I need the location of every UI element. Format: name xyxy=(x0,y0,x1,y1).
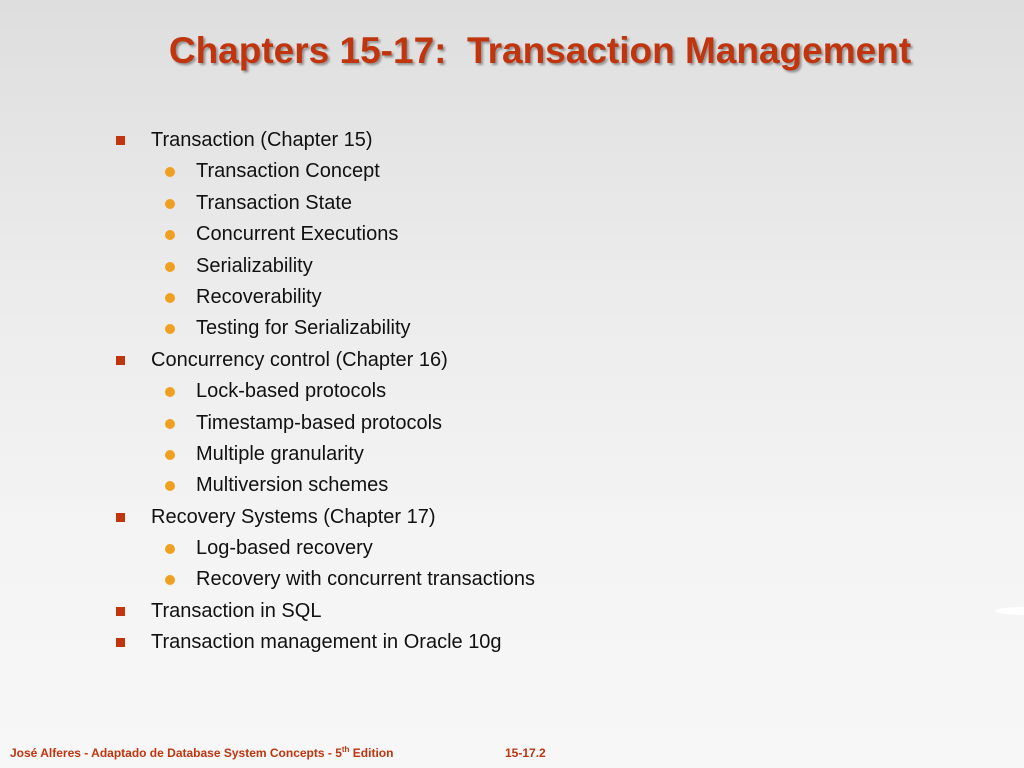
item-text: Transaction in SQL xyxy=(151,599,322,622)
footer-credit xyxy=(10,746,393,760)
list-item xyxy=(0,408,1024,439)
round-bullet-icon xyxy=(165,387,175,397)
slide-title: Chapters 15-17: Transaction Management xyxy=(168,30,912,71)
list-item xyxy=(0,188,1024,219)
item-text: Recovery Systems (Chapter 17) xyxy=(151,505,436,528)
item-text: Serializability xyxy=(196,254,313,277)
square-bullet-icon xyxy=(116,136,125,145)
item-text: Log-based recovery xyxy=(196,537,373,560)
page-number: 15-17.2 xyxy=(505,746,546,760)
round-bullet-icon xyxy=(165,199,175,209)
list-item xyxy=(0,219,1024,250)
footer-text: José Alferes - Adaptado de Database System Concepts - 5 xyxy=(10,746,342,760)
item-text: Multiple granularity xyxy=(196,442,364,465)
square-bullet-icon xyxy=(116,638,125,647)
list-item xyxy=(0,376,1024,407)
round-bullet-icon xyxy=(165,450,175,460)
list-item xyxy=(0,282,1024,313)
round-bullet-icon xyxy=(165,575,175,585)
list-item xyxy=(0,470,1024,501)
footer-superscript: th xyxy=(341,745,350,754)
round-bullet-icon xyxy=(165,544,175,554)
list-item xyxy=(0,251,1024,282)
item-text: Transaction management in Oracle 10g xyxy=(151,631,502,654)
list-item xyxy=(0,125,1024,156)
item-text: Lock-based protocols xyxy=(196,380,387,403)
item-text: Recovery with concurrent transactions xyxy=(196,568,536,591)
round-bullet-icon xyxy=(165,293,175,303)
square-bullet-icon xyxy=(116,356,125,365)
round-bullet-icon xyxy=(165,262,175,272)
round-bullet-icon xyxy=(165,481,175,491)
item-text: Concurrency control (Chapter 16) xyxy=(151,348,448,371)
list-item xyxy=(0,313,1024,344)
round-bullet-icon xyxy=(165,167,175,177)
round-bullet-icon xyxy=(165,230,175,240)
list-item xyxy=(0,533,1024,564)
item-text: Transaction (Chapter 15) xyxy=(151,129,373,151)
item-text: Concurrent Executions xyxy=(196,223,399,246)
bullet-list xyxy=(0,125,1024,659)
item-text: Multiversion schemes xyxy=(196,474,389,497)
list-item xyxy=(0,596,1024,627)
list-item xyxy=(0,345,1024,376)
round-bullet-icon xyxy=(165,419,175,429)
list-item xyxy=(0,439,1024,470)
round-bullet-icon xyxy=(165,324,175,334)
item-text: Recoverability xyxy=(196,285,322,308)
list-item xyxy=(0,156,1024,187)
list-item xyxy=(0,502,1024,533)
item-text: Timestamp-based protocols xyxy=(196,411,443,434)
item-text: Transaction Concept xyxy=(196,160,380,183)
list-item xyxy=(0,564,1024,595)
item-text: Transaction State xyxy=(196,191,353,214)
square-bullet-icon xyxy=(116,607,125,616)
square-bullet-icon xyxy=(116,513,125,522)
item-text: Testing for Serializability xyxy=(196,317,411,340)
list-item xyxy=(0,627,1024,658)
footer-edition: Edition xyxy=(349,746,394,760)
